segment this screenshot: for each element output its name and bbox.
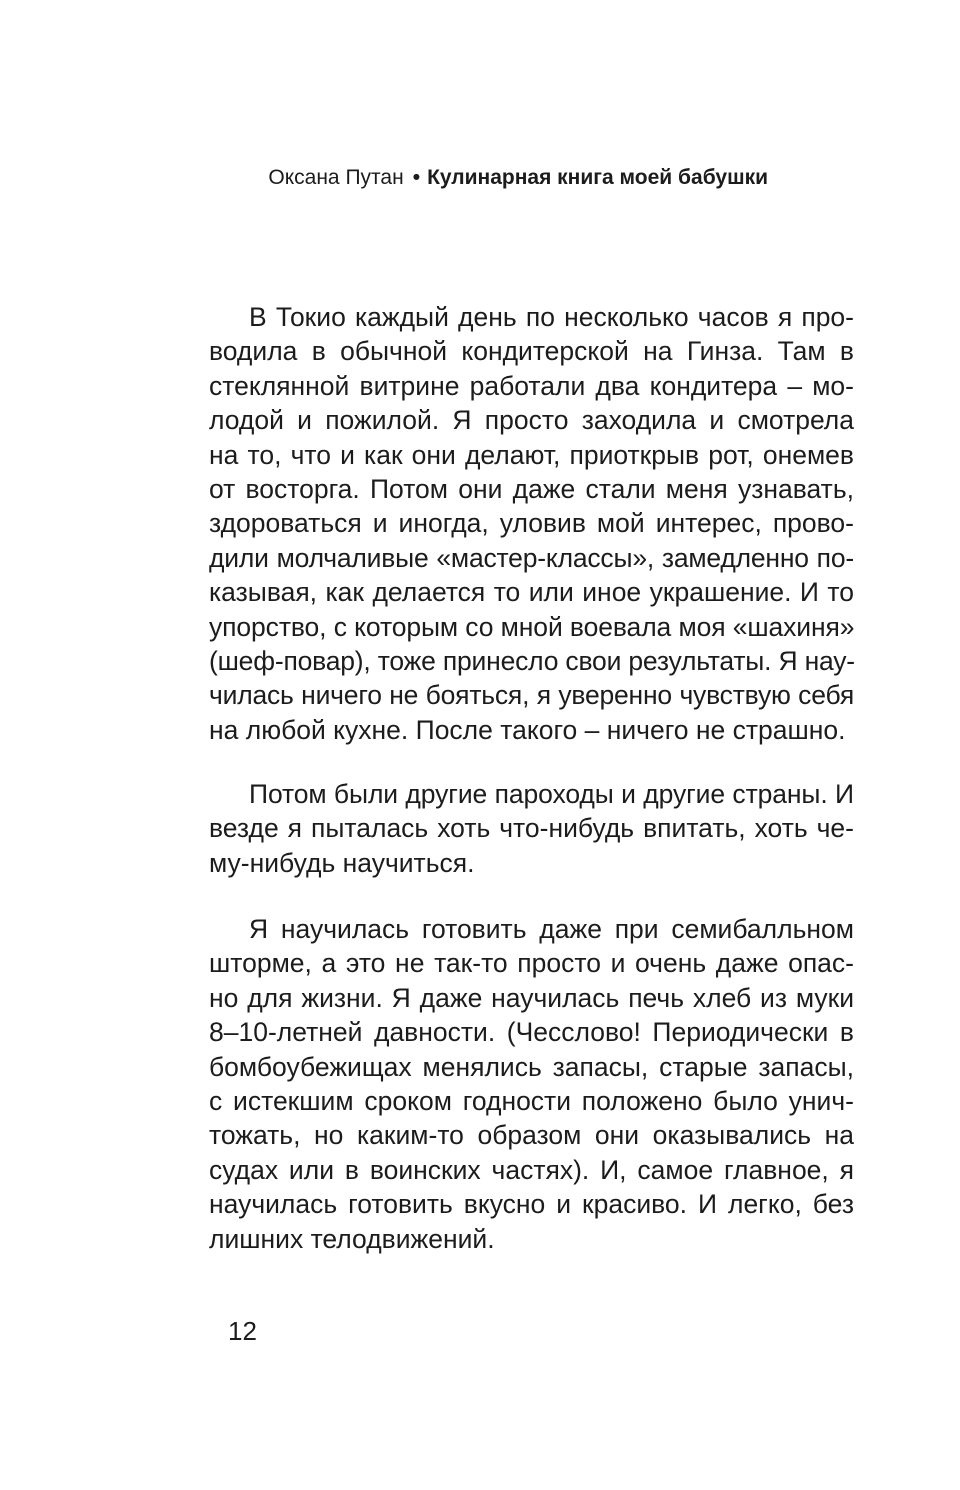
text-line: Я научилась готовить даже при семибалльном <box>249 914 854 944</box>
running-header <box>0 164 768 192</box>
paragraph-3 <box>209 912 854 1256</box>
text-line: тожать, но каким-то образом они оказывались на <box>209 1120 854 1151</box>
text-line: шторме, а это не так-то просто и очень даже опас- <box>209 948 854 979</box>
text-line: на то, что и как они делают, приоткрыв рот, онемев <box>209 439 854 470</box>
text-line: бомбоубежищах менялись запасы, старые запасы, <box>209 1051 854 1082</box>
text-line: от восторга. Потом они даже стали меня узнавать, <box>209 473 854 504</box>
header-separator: • <box>412 166 421 189</box>
text-line: судах или в воинских частях). И, самое главное, я <box>209 1154 854 1185</box>
text-line: (шеф-повар), тоже принесло свои результаты. Я нау- <box>209 645 855 676</box>
text-line: водила в обычной кондитерской на Гинза. Там в <box>209 336 854 367</box>
text-line: казывая, как делается то или иное украшение. И то <box>209 577 854 608</box>
text-line: на любой кухне. После такого – ничего не страшно. <box>209 714 846 745</box>
text-line: 8–10-летней давности. (Чесслово! Периодически в <box>209 1017 854 1048</box>
text-line: дили молчаливые «мастер-классы», замедленно по- <box>209 542 854 573</box>
text-line: Потом были другие пароходы и другие страны. И <box>249 779 854 809</box>
header-book-title: Кулинарная книга моей бабушки <box>427 166 768 189</box>
text-line: В Токио каждый день по несколько часов я про- <box>249 302 854 332</box>
paragraph-1 <box>209 300 854 747</box>
text-line: лодой и пожилой. Я просто заходила и смотрела <box>209 405 854 436</box>
text-line: чилась ничего не бояться, я уверенно чувствую себя <box>209 680 854 711</box>
text-line: везде я пыталась хоть что-нибудь впитать, хоть че- <box>209 813 854 844</box>
page-number: 12 <box>228 1316 257 1346</box>
text-line: му-нибудь научиться. <box>209 847 475 878</box>
text-line: научилась готовить вкусно и красиво. И легко, без <box>209 1189 854 1220</box>
paragraph-2 <box>209 777 854 880</box>
text-line: упорство, с которым со мной воевала моя «шахиня» <box>209 611 855 642</box>
text-line: стеклянной витрине работали два кондитера – мо- <box>209 370 854 401</box>
text-line: но для жизни. Я даже научилась печь хлеб из муки <box>209 982 854 1013</box>
header-author: Оксана Путан <box>268 166 404 189</box>
text-line: с истекшим сроком годности положено было унич- <box>209 1085 854 1116</box>
text-line: здороваться и иногда, уловив мой интерес, прово- <box>209 508 854 539</box>
text-line: лишних телодвижений. <box>209 1223 495 1254</box>
